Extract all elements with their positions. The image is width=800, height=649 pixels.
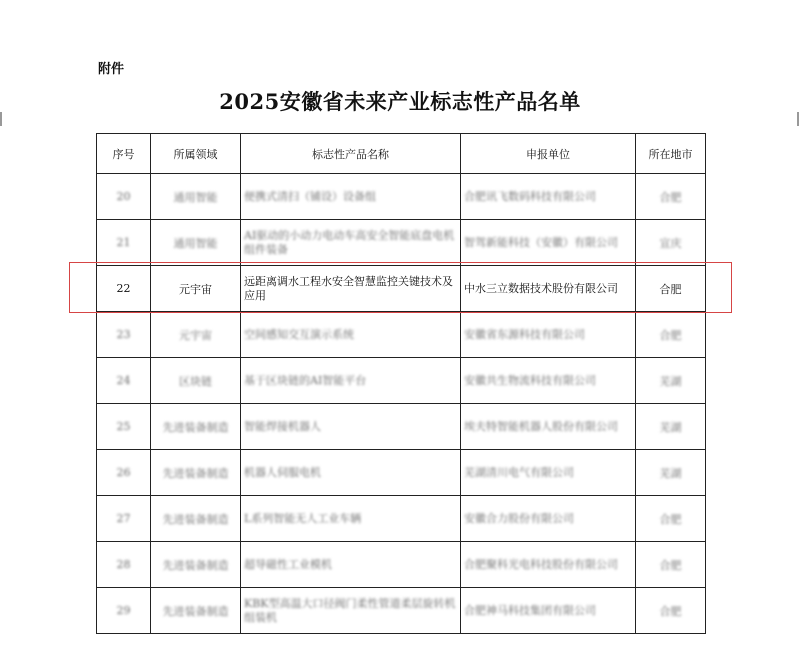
cell-field: 先进装备制造 [151,588,241,634]
cell-product: 便携式清扫（铺设）设备组 [241,174,461,220]
header-no: 序号 [97,134,151,174]
cell-field: 先进装备制造 [151,404,241,450]
cell-product: L系列智能无人工业车辆 [241,496,461,542]
cell-city: 合肥 [636,266,706,312]
table-row [97,588,706,634]
table-header-row [97,134,706,174]
document-title: 2025安徽省未来产业标志性产品名单 [219,89,581,114]
cell-field: 先进装备制造 [151,450,241,496]
cell-product: 智能焊接机器人 [241,404,461,450]
cell-company: 安徽共生物流科技有限公司 [461,358,636,404]
table-row [97,542,706,588]
cell-company: 埃夫特智能机器人股份有限公司 [461,404,636,450]
cell-no: 24 [97,358,151,404]
cell-product: 基于区块链的AI智能平台 [241,358,461,404]
attachment-label: 附件 [98,62,125,77]
cell-company: 安徽合力股份有限公司 [461,496,636,542]
cell-city: 芜湖 [636,450,706,496]
product-list-table [96,133,706,634]
cell-product: AI驱动的小动力电动车高安全智能底盘电机组件装备 [241,220,461,266]
cell-city: 合肥 [636,542,706,588]
cell-no: 26 [97,450,151,496]
table-row [97,404,706,450]
cell-product: 机器人伺服电机 [241,450,461,496]
cell-no: 28 [97,542,151,588]
cell-no: 21 [97,220,151,266]
cell-field: 通用智能 [151,220,241,266]
cell-city: 芜湖 [636,358,706,404]
cell-company: 合肥神马科技集团有限公司 [461,588,636,634]
cell-field: 通用智能 [151,174,241,220]
cell-no: 20 [97,174,151,220]
cell-field: 区块链 [151,358,241,404]
cell-city: 合肥 [636,174,706,220]
cell-company: 芜湖清川电气有限公司 [461,450,636,496]
cell-company: 合肥聚科光电科技股份有限公司 [461,542,636,588]
cell-no: 22 [97,266,151,312]
cell-field: 先进装备制造 [151,496,241,542]
cell-product: 远距离调水工程水安全智慧监控关键技术及应用 [241,266,461,312]
cell-company: 合肥讯飞数码科技有限公司 [461,174,636,220]
cell-product: 超导磁性工业模机 [241,542,461,588]
cell-no: 29 [97,588,151,634]
cell-company: 安徽省东源科技有限公司 [461,312,636,358]
table-row [97,174,706,220]
table-row [97,266,706,312]
header-field: 所属领域 [151,134,241,174]
cell-field: 元宇宙 [151,266,241,312]
cell-company: 智驾新能科技（安徽）有限公司 [461,220,636,266]
table-row [97,220,706,266]
cell-product: KBK型高温大口径阀门柔性管道柔层旋转机组装机 [241,588,461,634]
cell-company: 中水三立数据技术股份有限公司 [461,266,636,312]
header-city: 所在地市 [636,134,706,174]
cell-field: 先进装备制造 [151,542,241,588]
table-row [97,450,706,496]
cell-no: 25 [97,404,151,450]
cell-no: 23 [97,312,151,358]
cell-city: 合肥 [636,496,706,542]
cell-city: 芜湖 [636,404,706,450]
cell-city: 合肥 [636,312,706,358]
cell-city: 合肥 [636,588,706,634]
cell-no: 27 [97,496,151,542]
table-row [97,496,706,542]
header-product: 标志性产品名称 [241,134,461,174]
cell-city: 宣庆 [636,220,706,266]
header-company: 申报单位 [461,134,636,174]
table-row [97,358,706,404]
cell-field: 元宇宙 [151,312,241,358]
table-row [97,312,706,358]
cell-product: 空间感知交互演示系统 [241,312,461,358]
